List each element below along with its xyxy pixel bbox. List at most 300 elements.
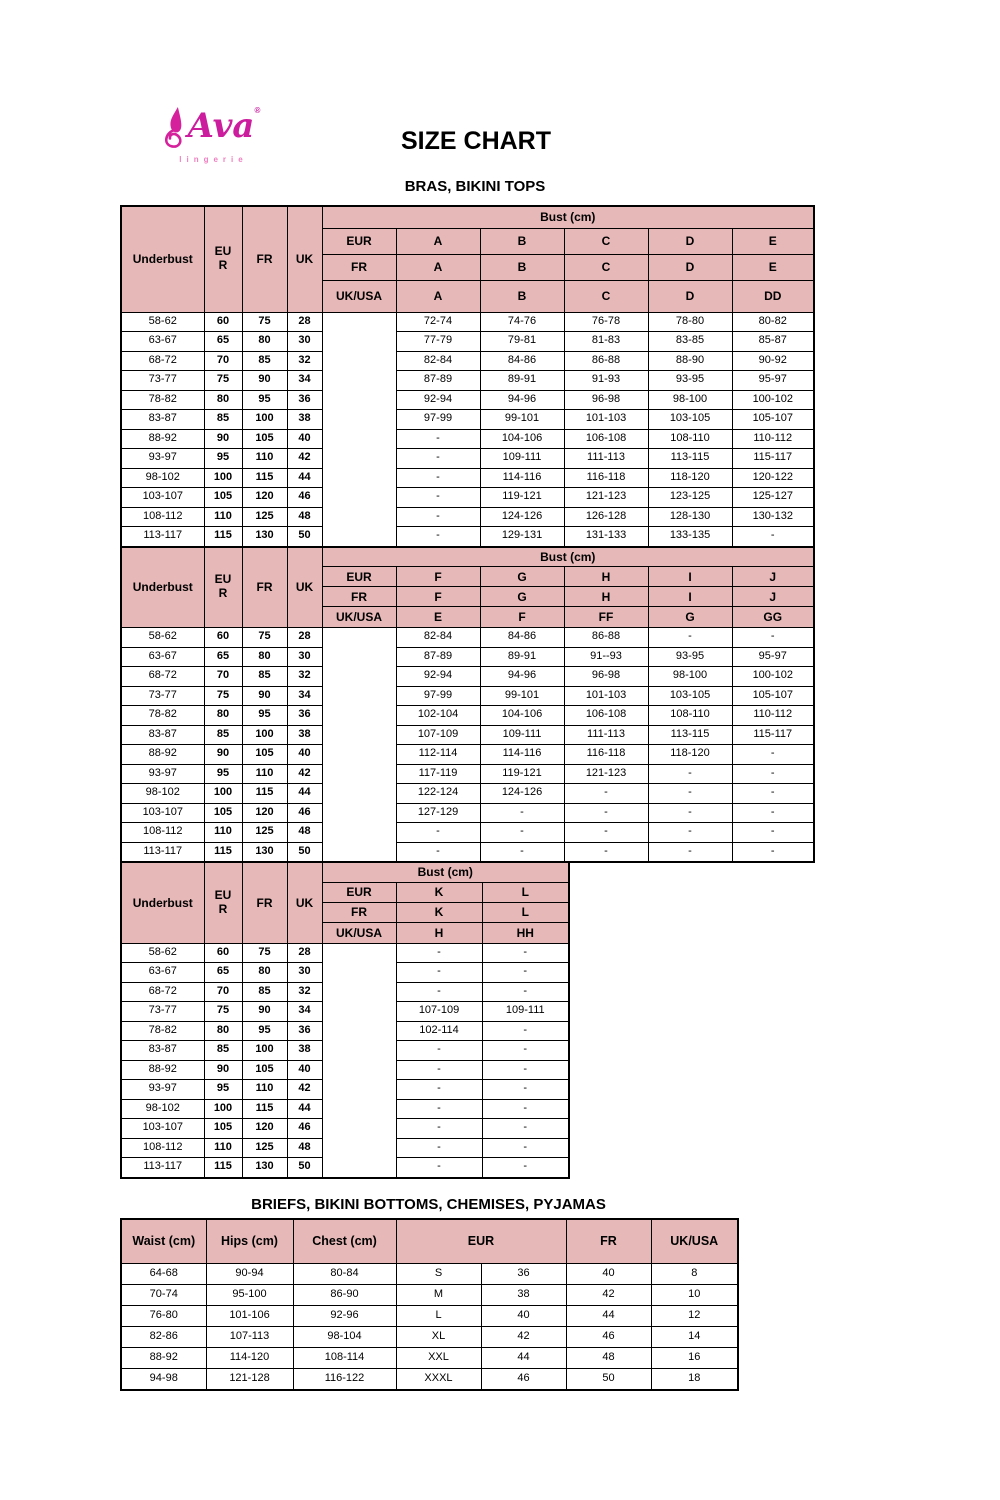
uk-value: 50: [287, 842, 322, 862]
bust-value: -: [396, 1080, 482, 1100]
cup-system-label: UK/USA: [322, 280, 396, 312]
bust-value: 77-79: [396, 332, 480, 352]
underbust-value: 73-77: [121, 1002, 204, 1022]
size-row: [121, 468, 814, 488]
bust-value: 102-104: [396, 706, 480, 726]
size-row: [121, 686, 814, 706]
size-row: [121, 725, 814, 745]
eur-value: 80: [204, 390, 242, 410]
bust-value: 116-118: [564, 468, 648, 488]
bust-value: 119-121: [480, 764, 564, 784]
underbust-value: 88-92: [121, 429, 204, 449]
eur-value: 115: [204, 1158, 242, 1178]
uk-value: 28: [287, 943, 322, 963]
bust-value: 111-113: [564, 449, 648, 469]
bust-value: 105-107: [732, 686, 814, 706]
cup-letter: I: [648, 567, 732, 587]
bust-value: 91--93: [564, 647, 648, 667]
size-row: [121, 784, 814, 804]
bust-value: 98-100: [648, 667, 732, 687]
fr-value: 95: [242, 390, 287, 410]
bust-value: -: [482, 1138, 569, 1158]
bra-header-row: [121, 206, 814, 228]
eur-value: 75: [204, 686, 242, 706]
eur-number-value: 38: [481, 1284, 566, 1305]
fr-value: 100: [242, 725, 287, 745]
fr-value: 110: [242, 449, 287, 469]
cup-letter: FF: [564, 607, 648, 628]
cup-letter: D: [648, 228, 732, 254]
bust-value: -: [396, 1119, 482, 1139]
fr-value: 115: [242, 468, 287, 488]
fr-value: 90: [242, 1002, 287, 1022]
bust-value: 120-122: [732, 468, 814, 488]
cup-letter: L: [482, 882, 569, 902]
uk-value: 30: [287, 647, 322, 667]
bust-value: 99-101: [480, 410, 564, 430]
eur-value: 85: [204, 725, 242, 745]
eur-header-label: EUR: [214, 887, 232, 916]
bust-value: -: [482, 963, 569, 983]
size-row: [121, 312, 814, 332]
bust-value: 96-98: [564, 390, 648, 410]
fr-value: 120: [242, 1119, 287, 1139]
uk-value: 46: [287, 1119, 322, 1139]
size-row: [121, 488, 814, 508]
eur-value: 80: [204, 1021, 242, 1041]
bust-value: -: [396, 1158, 482, 1178]
eur-value: 110: [204, 1138, 242, 1158]
eur-value: 100: [204, 1099, 242, 1119]
briefs-size-row: [121, 1326, 738, 1347]
bust-value: -: [482, 1021, 569, 1041]
uk-value: 30: [287, 963, 322, 983]
size-row: [121, 390, 814, 410]
bust-value: 105-107: [732, 410, 814, 430]
fr-value: 80: [242, 647, 287, 667]
size-row: [121, 332, 814, 352]
cup-system-label: EUR: [322, 882, 396, 902]
briefs-table-block: [120, 1218, 739, 1391]
page-title: SIZE CHART: [401, 127, 551, 155]
uk-value: 46: [287, 488, 322, 508]
brand-subtitle: lingerie: [179, 155, 248, 164]
eur-value: 90: [204, 745, 242, 765]
bra-header-row: [121, 862, 569, 882]
bust-value: -: [564, 784, 648, 804]
underbust-value: 113-117: [121, 527, 204, 547]
ukusa-size-header: UK/USA: [651, 1219, 738, 1263]
underbust-value: 58-62: [121, 628, 204, 648]
eur-value: 75: [204, 1002, 242, 1022]
bust-value: -: [732, 784, 814, 804]
hips-value: 114-120: [206, 1347, 293, 1368]
cup-letter: A: [396, 254, 480, 280]
bust-value: -: [482, 1119, 569, 1139]
bust-value: 93-95: [648, 371, 732, 391]
bust-value: 130-132: [732, 507, 814, 527]
uk-value: 42: [287, 449, 322, 469]
underbust-value: 83-87: [121, 1041, 204, 1061]
cup-letter: H: [564, 587, 648, 607]
cup-letter: C: [564, 228, 648, 254]
bust-value: 94-96: [480, 667, 564, 687]
bust-value: 87-89: [396, 647, 480, 667]
bust-value: 108-110: [648, 429, 732, 449]
eur-value: 105: [204, 488, 242, 508]
bra-size-table-1: [120, 205, 815, 548]
bust-value: 103-105: [648, 686, 732, 706]
fr-value: 80: [242, 332, 287, 352]
underbust-value: 103-107: [121, 1119, 204, 1139]
eur-number-value: 36: [481, 1263, 566, 1284]
ukusa-value: 16: [651, 1347, 738, 1368]
underbust-value: 113-117: [121, 1158, 204, 1178]
bust-value: -: [482, 982, 569, 1002]
bust-value: 116-118: [564, 745, 648, 765]
underbust-value: 78-82: [121, 1021, 204, 1041]
eur-number-value: 40: [481, 1305, 566, 1326]
eur-size-header: EUR: [396, 1219, 566, 1263]
bust-value: -: [564, 823, 648, 843]
cup-system-label: UK/USA: [322, 607, 396, 628]
bust-value: -: [396, 449, 480, 469]
bust-value: 104-106: [480, 429, 564, 449]
bust-value: -: [648, 784, 732, 804]
bust-value: 91-93: [564, 371, 648, 391]
eur-header-label: EUR: [214, 572, 232, 601]
underbust-value: 63-67: [121, 332, 204, 352]
fr-value: 125: [242, 1138, 287, 1158]
bust-value: 97-99: [396, 410, 480, 430]
underbust-value: 68-72: [121, 982, 204, 1002]
chest-value: 108-114: [293, 1347, 396, 1368]
bust-value: -: [648, 803, 732, 823]
bust-value: 111-113: [564, 725, 648, 745]
spacer-cell: [322, 312, 396, 547]
cup-letter: HH: [482, 922, 569, 943]
bust-value: -: [648, 842, 732, 862]
bust-value: 87-89: [396, 371, 480, 391]
bust-value: 115-117: [732, 725, 814, 745]
underbust-value: 83-87: [121, 410, 204, 430]
bust-value: -: [396, 1060, 482, 1080]
uk-value: 28: [287, 628, 322, 648]
bust-value: 109-111: [480, 725, 564, 745]
bust-value: -: [732, 823, 814, 843]
uk-value: 36: [287, 706, 322, 726]
eur-value: 110: [204, 507, 242, 527]
bust-value: -: [396, 842, 480, 862]
waist-value: 82-86: [121, 1326, 206, 1347]
uk-value: 44: [287, 468, 322, 488]
eur-value: 85: [204, 1041, 242, 1061]
bust-value: 93-95: [648, 647, 732, 667]
uk-value: 34: [287, 1002, 322, 1022]
underbust-value: 83-87: [121, 725, 204, 745]
eur-value: 70: [204, 667, 242, 687]
bust-value: -: [396, 1099, 482, 1119]
bust-value: -: [732, 527, 814, 547]
waist-header: Waist (cm): [121, 1219, 206, 1263]
eur-letter-value: XL: [396, 1326, 481, 1347]
bust-value: 100-102: [732, 667, 814, 687]
underbust-value: 93-97: [121, 764, 204, 784]
fr-value: 50: [566, 1368, 651, 1390]
cup-system-label: FR: [322, 587, 396, 607]
bust-value: 124-126: [480, 507, 564, 527]
brand-name: Ava: [187, 106, 255, 146]
size-row: [121, 647, 814, 667]
bust-value: 119-121: [480, 488, 564, 508]
underbust-value: 68-72: [121, 351, 204, 371]
bust-value: 107-109: [396, 725, 480, 745]
bust-value: -: [396, 527, 480, 547]
fr-header: FR: [242, 547, 287, 628]
cup-letter: B: [480, 280, 564, 312]
bust-value: 90-92: [732, 351, 814, 371]
fr-size-header: FR: [566, 1219, 651, 1263]
bust-value: 114-116: [480, 745, 564, 765]
eur-value: 65: [204, 332, 242, 352]
eur-header: [204, 547, 242, 628]
underbust-value: 88-92: [121, 745, 204, 765]
underbust-value: 93-97: [121, 449, 204, 469]
bust-value: 121-123: [564, 764, 648, 784]
briefs-header-row: [121, 1219, 738, 1263]
ukusa-value: 12: [651, 1305, 738, 1326]
cup-letter: L: [482, 902, 569, 922]
cup-letter: K: [396, 902, 482, 922]
briefs-size-row: [121, 1263, 738, 1284]
bust-value: 122-124: [396, 784, 480, 804]
bust-value: 88-90: [648, 351, 732, 371]
hips-header: Hips (cm): [206, 1219, 293, 1263]
bust-span-header: Bust (cm): [322, 547, 814, 567]
chest-header: Chest (cm): [293, 1219, 396, 1263]
fr-value: 75: [242, 943, 287, 963]
fr-value: 85: [242, 982, 287, 1002]
bust-value: 95-97: [732, 647, 814, 667]
underbust-value: 73-77: [121, 371, 204, 391]
uk-value: 36: [287, 390, 322, 410]
fr-value: 75: [242, 628, 287, 648]
uk-header: UK: [287, 547, 322, 628]
size-row: [121, 842, 814, 862]
uk-value: 36: [287, 1021, 322, 1041]
uk-value: 50: [287, 1158, 322, 1178]
bust-value: 86-88: [564, 628, 648, 648]
bust-value: 89-91: [480, 647, 564, 667]
uk-value: 30: [287, 332, 322, 352]
cup-letter: D: [648, 254, 732, 280]
bust-value: 107-109: [396, 1002, 482, 1022]
cup-system-label: EUR: [322, 567, 396, 587]
bust-value: 101-103: [564, 410, 648, 430]
section-briefs-title: BRIEFS, BIKINI BOTTOMS, CHEMISES, PYJAMAS: [251, 1196, 606, 1213]
cup-system-label: UK/USA: [322, 922, 396, 943]
cup-letter: G: [480, 587, 564, 607]
fr-value: 85: [242, 351, 287, 371]
eur-value: 110: [204, 823, 242, 843]
uk-value: 44: [287, 784, 322, 804]
spacer-cell: [322, 628, 396, 863]
fr-value: 130: [242, 1158, 287, 1178]
underbust-value: 103-107: [121, 488, 204, 508]
size-row: [121, 706, 814, 726]
cup-letter: G: [648, 607, 732, 628]
cup-letter: E: [396, 607, 480, 628]
cup-letter: H: [564, 567, 648, 587]
bust-value: 129-131: [480, 527, 564, 547]
bust-value: 96-98: [564, 667, 648, 687]
eur-number-value: 42: [481, 1326, 566, 1347]
bust-value: 79-81: [480, 332, 564, 352]
size-row: [121, 527, 814, 547]
bust-value: -: [564, 803, 648, 823]
eur-value: 70: [204, 351, 242, 371]
bust-value: 89-91: [480, 371, 564, 391]
cup-letter: F: [396, 567, 480, 587]
cup-letter: F: [396, 587, 480, 607]
uk-value: 40: [287, 745, 322, 765]
underbust-header: Underbust: [121, 206, 204, 312]
cup-letter: C: [564, 280, 648, 312]
underbust-value: 78-82: [121, 706, 204, 726]
bust-value: 98-100: [648, 390, 732, 410]
underbust-value: 108-112: [121, 823, 204, 843]
fr-value: 105: [242, 1060, 287, 1080]
bust-value: 133-135: [648, 527, 732, 547]
bust-value: -: [732, 842, 814, 862]
bust-value: -: [482, 1099, 569, 1119]
uk-value: 44: [287, 1099, 322, 1119]
bust-value: 84-86: [480, 351, 564, 371]
registered-mark: ®: [254, 106, 261, 115]
bust-value: 109-111: [480, 449, 564, 469]
bust-value: 126-128: [564, 507, 648, 527]
eur-value: 100: [204, 468, 242, 488]
underbust-header: Underbust: [121, 547, 204, 628]
bust-value: -: [480, 823, 564, 843]
bust-value: -: [732, 628, 814, 648]
fr-value: 115: [242, 1099, 287, 1119]
eur-value: 60: [204, 312, 242, 332]
bust-value: 121-123: [564, 488, 648, 508]
uk-value: 34: [287, 371, 322, 391]
bust-value: -: [396, 1138, 482, 1158]
bust-span-header: Bust (cm): [322, 862, 569, 882]
size-row: [121, 351, 814, 371]
bust-value: 131-133: [564, 527, 648, 547]
cup-system-label: EUR: [322, 228, 396, 254]
bust-value: 94-96: [480, 390, 564, 410]
waist-value: 70-74: [121, 1284, 206, 1305]
fr-value: 110: [242, 1080, 287, 1100]
size-row: [121, 410, 814, 430]
fr-value: 130: [242, 527, 287, 547]
cup-letter: A: [396, 280, 480, 312]
bust-span-header: Bust (cm): [322, 206, 814, 228]
bust-value: 123-125: [648, 488, 732, 508]
bust-value: -: [732, 803, 814, 823]
waist-value: 64-68: [121, 1263, 206, 1284]
bust-value: -: [648, 628, 732, 648]
cup-letter: H: [396, 922, 482, 943]
bust-value: -: [648, 764, 732, 784]
ukusa-value: 18: [651, 1368, 738, 1390]
uk-value: 34: [287, 686, 322, 706]
eur-value: 65: [204, 647, 242, 667]
briefs-size-row: [121, 1284, 738, 1305]
uk-value: 38: [287, 725, 322, 745]
cup-letter: J: [732, 567, 814, 587]
bust-value: -: [396, 507, 480, 527]
bust-value: 92-94: [396, 667, 480, 687]
uk-value: 40: [287, 429, 322, 449]
fr-value: 125: [242, 823, 287, 843]
briefs-size-row: [121, 1305, 738, 1326]
bust-value: 102-114: [396, 1021, 482, 1041]
fr-value: 90: [242, 371, 287, 391]
fr-value: 130: [242, 842, 287, 862]
bust-value: 115-117: [732, 449, 814, 469]
briefs-size-row: [121, 1368, 738, 1390]
underbust-value: 58-62: [121, 312, 204, 332]
eur-letter-value: L: [396, 1305, 481, 1326]
hips-value: 101-106: [206, 1305, 293, 1326]
size-row: [121, 429, 814, 449]
size-row: [121, 823, 814, 843]
bust-value: 125-127: [732, 488, 814, 508]
cup-letter: J: [732, 587, 814, 607]
cup-letter: GG: [732, 607, 814, 628]
eur-value: 90: [204, 429, 242, 449]
chest-value: 116-122: [293, 1368, 396, 1390]
bust-value: 92-94: [396, 390, 480, 410]
uk-value: 32: [287, 982, 322, 1002]
eur-value: 100: [204, 784, 242, 804]
cup-letter: B: [480, 228, 564, 254]
cup-system-label: FR: [322, 902, 396, 922]
chest-value: 80-84: [293, 1263, 396, 1284]
uk-value: 28: [287, 312, 322, 332]
bra-size-table-3: [120, 861, 570, 1179]
bust-value: 78-80: [648, 312, 732, 332]
bust-value: 84-86: [480, 628, 564, 648]
waist-value: 88-92: [121, 1347, 206, 1368]
fr-value: 42: [566, 1284, 651, 1305]
bust-value: -: [482, 1041, 569, 1061]
fr-value: 48: [566, 1347, 651, 1368]
briefs-size-row: [121, 1347, 738, 1368]
bust-value: 85-87: [732, 332, 814, 352]
uk-value: 32: [287, 667, 322, 687]
uk-value: 42: [287, 1080, 322, 1100]
bust-value: -: [396, 823, 480, 843]
bust-value: 81-83: [564, 332, 648, 352]
underbust-value: 63-67: [121, 647, 204, 667]
underbust-header: Underbust: [121, 862, 204, 943]
uk-value: 40: [287, 1060, 322, 1080]
eur-number-value: 46: [481, 1368, 566, 1390]
bust-value: -: [648, 823, 732, 843]
fr-value: 90: [242, 686, 287, 706]
cup-letter: E: [732, 254, 814, 280]
bust-value: -: [396, 963, 482, 983]
bust-value: -: [564, 842, 648, 862]
uk-header: UK: [287, 206, 322, 312]
